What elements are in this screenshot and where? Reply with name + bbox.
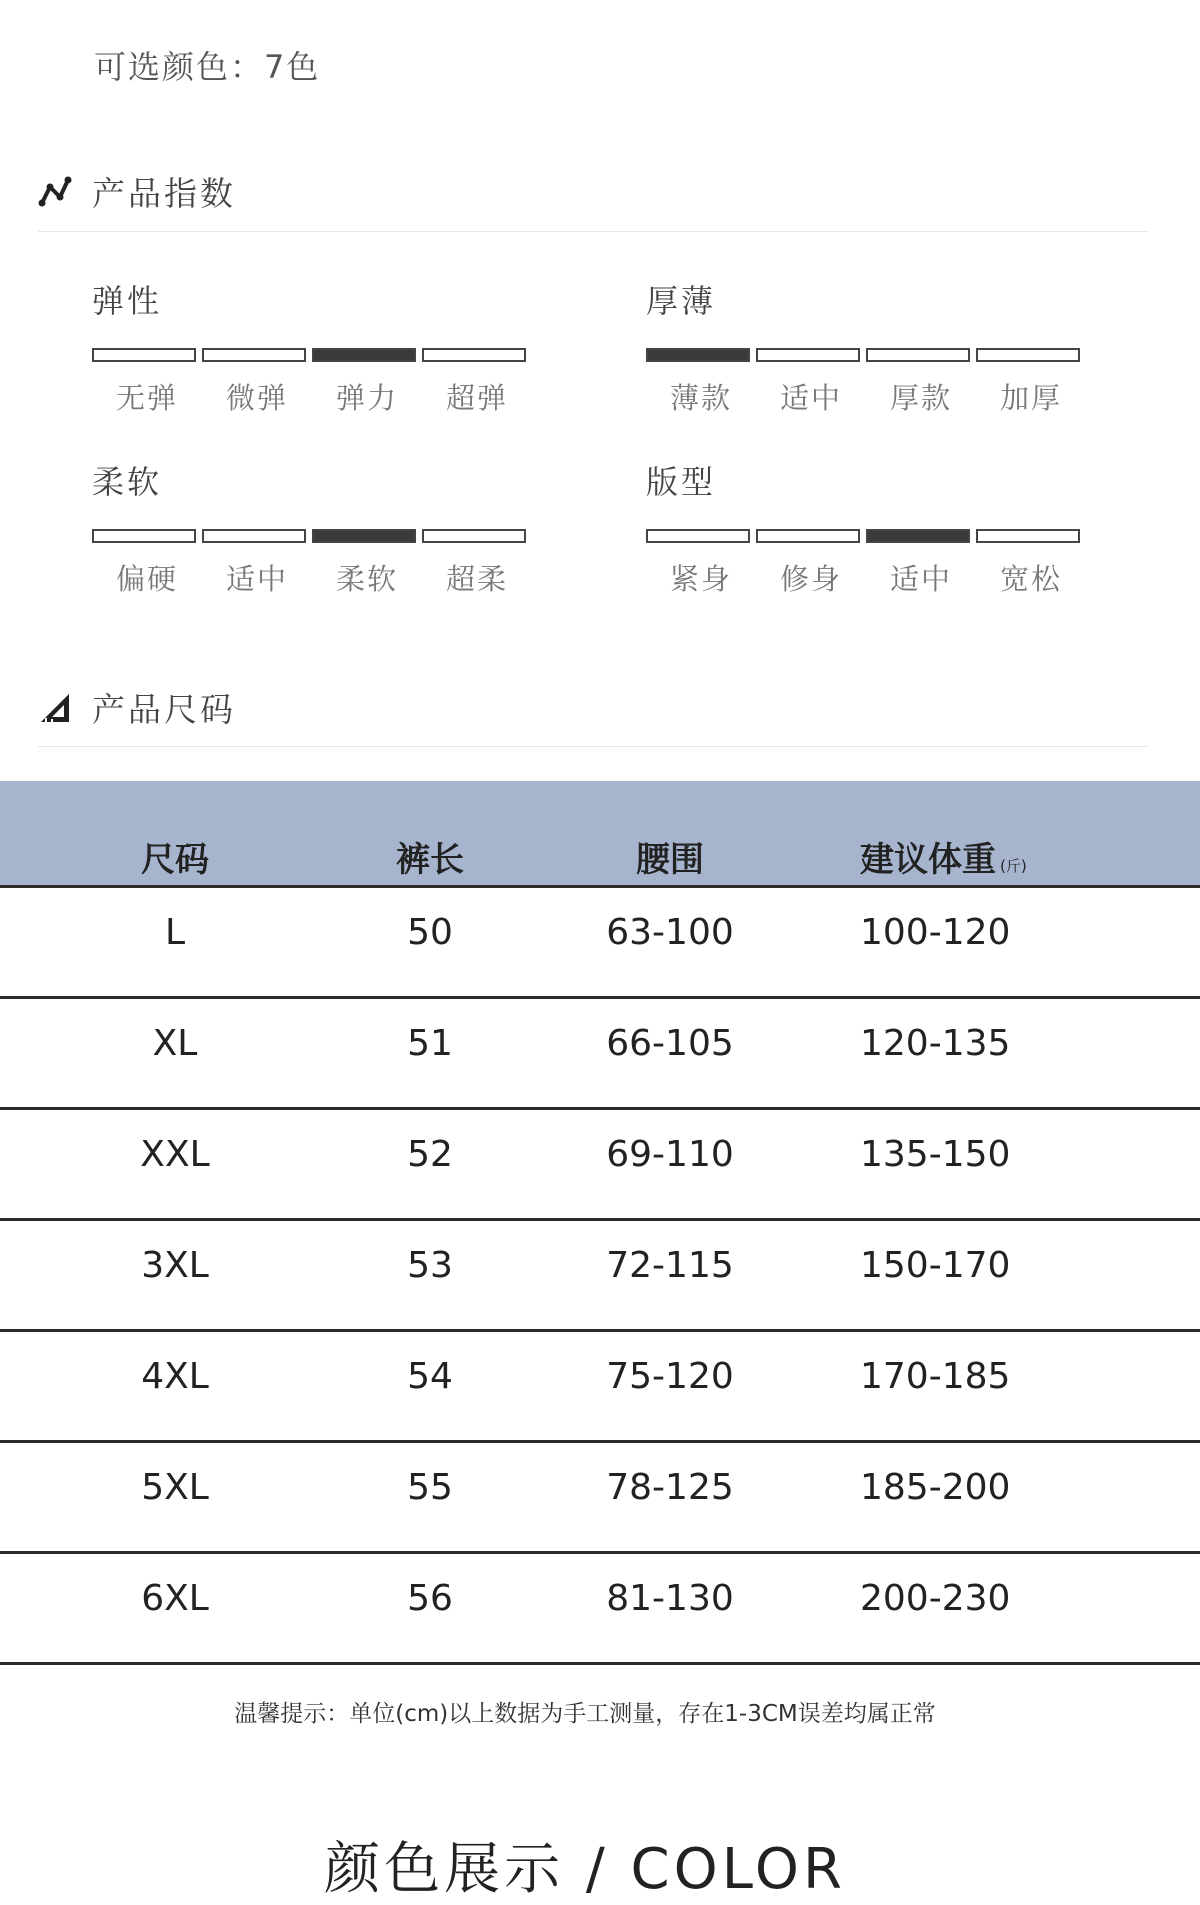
cell-length: 55 bbox=[407, 1467, 453, 1508]
product-size-header bbox=[38, 684, 1148, 731]
product-index-header bbox=[38, 168, 1148, 215]
cell-size: XXL bbox=[140, 1134, 210, 1175]
header-waist: 腰围 bbox=[636, 840, 704, 880]
metric-bar bbox=[866, 348, 970, 362]
header-weight bbox=[860, 832, 1060, 881]
metric-softness bbox=[92, 457, 532, 598]
cell-length: 53 bbox=[407, 1245, 453, 1286]
cell-waist: 63-100 bbox=[606, 912, 734, 953]
metric-bar bbox=[976, 348, 1080, 362]
table-row bbox=[0, 1554, 1200, 1665]
metric-bars bbox=[646, 348, 1086, 362]
metric-option: 修身 bbox=[779, 562, 842, 596]
metric-thickness bbox=[646, 276, 1086, 417]
metric-option: 适中 bbox=[225, 562, 288, 596]
metric-bars bbox=[646, 529, 1086, 543]
cell-waist: 72-115 bbox=[606, 1245, 734, 1286]
size-table bbox=[0, 781, 1200, 1665]
metric-option: 柔软 bbox=[335, 562, 398, 596]
metric-option: 加厚 bbox=[999, 381, 1062, 415]
table-row bbox=[0, 1332, 1200, 1443]
table-row bbox=[0, 1221, 1200, 1332]
product-index-title: 产品指数 bbox=[92, 174, 236, 213]
cell-length: 54 bbox=[407, 1356, 453, 1397]
cell-length: 56 bbox=[407, 1578, 453, 1619]
metric-option: 适中 bbox=[779, 381, 842, 415]
cell-weight: 120-135 bbox=[860, 1023, 1011, 1064]
color-display-title: 颜色展示 / COLOR bbox=[324, 1837, 846, 1902]
cell-size: 5XL bbox=[141, 1467, 209, 1508]
metric-bar bbox=[976, 529, 1080, 543]
metric-option: 厚款 bbox=[889, 381, 952, 415]
cell-waist: 75-120 bbox=[606, 1356, 734, 1397]
table-row bbox=[0, 1110, 1200, 1221]
metric-option: 微弹 bbox=[225, 381, 288, 415]
metric-bar bbox=[646, 529, 750, 543]
metric-bars bbox=[92, 529, 532, 543]
metric-bar bbox=[202, 529, 306, 543]
metric-option: 偏硬 bbox=[115, 562, 178, 596]
metric-option: 紧身 bbox=[669, 562, 732, 596]
cell-size: L bbox=[164, 912, 186, 953]
table-row bbox=[0, 999, 1200, 1110]
metric-option: 宽松 bbox=[999, 562, 1062, 596]
triangle-ruler-icon bbox=[38, 691, 72, 725]
header-length: 裤长 bbox=[396, 840, 464, 880]
metric-option: 薄款 bbox=[669, 381, 732, 415]
cell-weight: 200-230 bbox=[860, 1578, 1011, 1619]
metric-bar bbox=[422, 529, 526, 543]
metric-title: 柔软 bbox=[92, 463, 163, 501]
cell-waist: 81-130 bbox=[606, 1578, 734, 1619]
cell-size: XL bbox=[152, 1023, 198, 1064]
metric-bar bbox=[312, 529, 416, 543]
size-table-header bbox=[0, 781, 1200, 888]
metric-bar bbox=[92, 529, 196, 543]
cell-waist: 69-110 bbox=[606, 1134, 734, 1175]
metric-bar bbox=[312, 348, 416, 362]
metric-bars bbox=[92, 348, 532, 362]
metric-bar bbox=[756, 348, 860, 362]
cell-length: 52 bbox=[407, 1134, 453, 1175]
metric-bar bbox=[756, 529, 860, 543]
header-size: 尺码 bbox=[141, 840, 209, 880]
metric-title: 版型 bbox=[646, 463, 717, 501]
cell-weight: 135-150 bbox=[860, 1134, 1011, 1175]
metric-bar bbox=[646, 348, 750, 362]
metric-option: 弹力 bbox=[335, 381, 398, 415]
metric-title: 厚薄 bbox=[646, 282, 717, 320]
cell-length: 51 bbox=[407, 1023, 453, 1064]
table-row bbox=[0, 888, 1200, 999]
cell-size: 3XL bbox=[141, 1245, 209, 1286]
metric-option: 超弹 bbox=[445, 381, 508, 415]
metric-bar bbox=[422, 348, 526, 362]
weight-unit: (斤) bbox=[1000, 857, 1027, 875]
metric-title: 弹性 bbox=[92, 282, 163, 320]
cell-waist: 78-125 bbox=[606, 1467, 734, 1508]
section-divider bbox=[38, 746, 1148, 747]
table-row bbox=[0, 1443, 1200, 1554]
available-colors-text: 可选颜色：7色 bbox=[94, 48, 321, 86]
cell-size: 6XL bbox=[141, 1578, 209, 1619]
product-size-title: 产品尺码 bbox=[92, 690, 236, 729]
metric-fit bbox=[646, 457, 1086, 598]
header-weight-label: 建议体重 bbox=[860, 840, 996, 880]
cell-weight: 100-120 bbox=[860, 912, 1011, 953]
metric-option: 无弹 bbox=[115, 381, 178, 415]
cell-weight: 170-185 bbox=[860, 1356, 1011, 1397]
metric-option: 超柔 bbox=[445, 562, 508, 596]
metric-bar bbox=[866, 529, 970, 543]
cell-length: 50 bbox=[407, 912, 453, 953]
metric-bar bbox=[202, 348, 306, 362]
cell-weight: 150-170 bbox=[860, 1245, 1011, 1286]
metric-bar bbox=[92, 348, 196, 362]
cell-weight: 185-200 bbox=[860, 1467, 1011, 1508]
cell-size: 4XL bbox=[141, 1356, 209, 1397]
section-divider bbox=[38, 231, 1148, 232]
metric-option: 适中 bbox=[889, 562, 952, 596]
metric-elasticity bbox=[92, 276, 532, 417]
zigzag-line-icon bbox=[38, 175, 72, 209]
cell-waist: 66-105 bbox=[606, 1023, 734, 1064]
measurement-tip: 温馨提示：单位(cm)以上数据为手工测量，存在1-3CM误差均属正常 bbox=[234, 1701, 936, 1727]
